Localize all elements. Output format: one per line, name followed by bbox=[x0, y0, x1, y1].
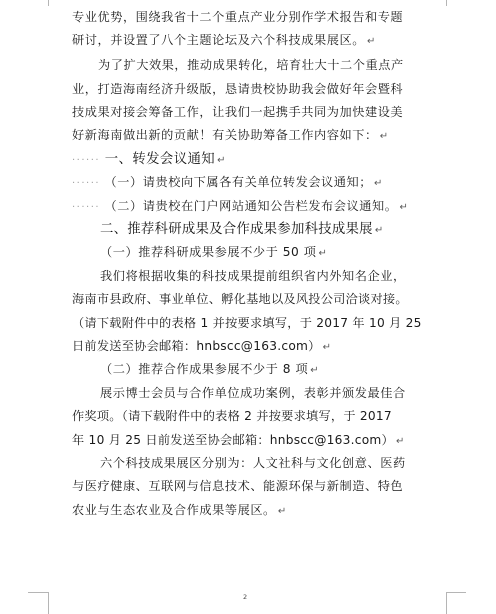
line-text: （二）请贵校在门户网站通知公告栏发布会议通知。 bbox=[104, 198, 398, 213]
heading-text: 一、转发会议通知 bbox=[104, 151, 216, 167]
line-text: 与医疗健康、互联网与信息技术、能源环保与新制造、特色 bbox=[72, 479, 404, 494]
list-item bbox=[72, 195, 434, 218]
paragraph-mark-icon: ↵ bbox=[366, 36, 376, 48]
section-heading bbox=[72, 148, 434, 171]
document-body bbox=[72, 6, 434, 522]
line-text: （一）推荐科研成果参展不少于 50 项 bbox=[100, 245, 317, 260]
paragraph-mark-icon: ↵ bbox=[379, 131, 389, 143]
paragraph-mark-icon: ↵ bbox=[374, 178, 383, 190]
leader-dots: ······ bbox=[72, 201, 101, 213]
paragraph-line bbox=[72, 288, 434, 311]
paragraph-mark-icon: ↵ bbox=[217, 154, 226, 166]
paragraph-line bbox=[72, 78, 434, 101]
line-text: 为了扩大效果，推动成果转化，培育壮大十二个重点产 bbox=[98, 58, 404, 73]
crop-mark-bottom-right-h bbox=[446, 592, 466, 593]
line-text: 年 10 月 25 日前发送至协会邮箱：hnbscc@163.com） bbox=[72, 432, 394, 447]
paragraph-line bbox=[72, 54, 434, 77]
paragraph-line bbox=[72, 382, 434, 405]
line-text: 农业与生态农业及合作成果等展区。 bbox=[72, 502, 276, 517]
paragraph-line bbox=[72, 265, 434, 288]
line-text: 六个科技成果展区分别为：人文社科与文化创意、医药 bbox=[100, 455, 406, 470]
paragraph-line bbox=[72, 124, 434, 147]
paragraph-line bbox=[72, 452, 434, 475]
crop-mark-bottom-right-v bbox=[446, 592, 447, 614]
line-text: （一）请贵校向下属各有关单位转发会议通知； bbox=[104, 175, 373, 190]
paragraph-mark-icon: ↵ bbox=[277, 505, 287, 517]
paragraph-line bbox=[72, 312, 434, 335]
line-text: 技成果对接会筹备工作，让我们一起携手共同为加快建设美 bbox=[72, 105, 404, 120]
paragraph-line bbox=[72, 475, 434, 498]
line-text: 研讨，并设置了八个主题论坛及六个科技成果展区。 bbox=[72, 33, 365, 48]
leader-dots: ······ bbox=[72, 154, 101, 166]
paragraph-mark-icon: ↵ bbox=[374, 225, 384, 237]
paragraph-line bbox=[72, 405, 434, 428]
page-number: 2 bbox=[243, 593, 248, 601]
line-text: （请下载附件中的表格 1 并按要求填写，于 2017 年 10 月 25 bbox=[72, 315, 422, 330]
paragraph-mark-icon: ↵ bbox=[396, 435, 405, 447]
heading-text: 二、推荐科研成果及合作成果参加科技成果展 bbox=[100, 222, 373, 238]
paragraph-line bbox=[72, 101, 434, 124]
paragraph-line bbox=[72, 499, 434, 522]
line-text: 我们将根据收集的科技成果提前组织省内外知名企业， bbox=[100, 268, 406, 283]
section-heading bbox=[72, 218, 434, 241]
line-text: 作奖项。（请下载附件中的表格 2 并按要求填写，于 2017 bbox=[72, 409, 392, 424]
paragraph-mark-icon: ↵ bbox=[310, 365, 320, 377]
leader-dots: ······ bbox=[72, 178, 101, 190]
subheading bbox=[72, 358, 434, 381]
line-text: 展示博士会员与合作单位成功案例，表彰并颁发最佳合 bbox=[100, 385, 406, 400]
paragraph-line bbox=[72, 29, 434, 52]
subheading bbox=[72, 241, 434, 264]
line-text: 好新海南做出新的贡献！有关协助筹备工作内容如下： bbox=[72, 128, 378, 143]
crop-mark-top-right-h bbox=[446, 0, 447, 6]
line-text: 海南市县政府、事业单位、孵化基地以及风投公司洽谈对接。 bbox=[72, 292, 408, 307]
paragraph-line bbox=[72, 335, 434, 358]
line-text: 业，打造海南经济升级版，恳请贵校协助我会做好年会暨科 bbox=[72, 81, 404, 96]
line-text: 日前发送至协会邮箱：hnbscc@163.com） bbox=[72, 338, 321, 353]
line-text: 专业优势，围绕我省十二个重点产业分别作学术报告和专题 bbox=[72, 10, 404, 24]
paragraph-mark-icon: ↵ bbox=[399, 201, 409, 213]
crop-mark-bottom-left-v bbox=[48, 592, 49, 614]
crop-mark-top-left-h bbox=[48, 0, 49, 6]
crop-mark-bottom-left-h bbox=[28, 592, 48, 593]
list-item bbox=[72, 171, 434, 194]
paragraph-line bbox=[72, 6, 434, 29]
paragraph-line bbox=[72, 429, 434, 452]
paragraph-mark-icon: ↵ bbox=[322, 341, 332, 353]
paragraph-mark-icon: ↵ bbox=[318, 248, 328, 260]
line-text: （二）推荐合作成果参展不少于 8 项 bbox=[100, 362, 309, 377]
